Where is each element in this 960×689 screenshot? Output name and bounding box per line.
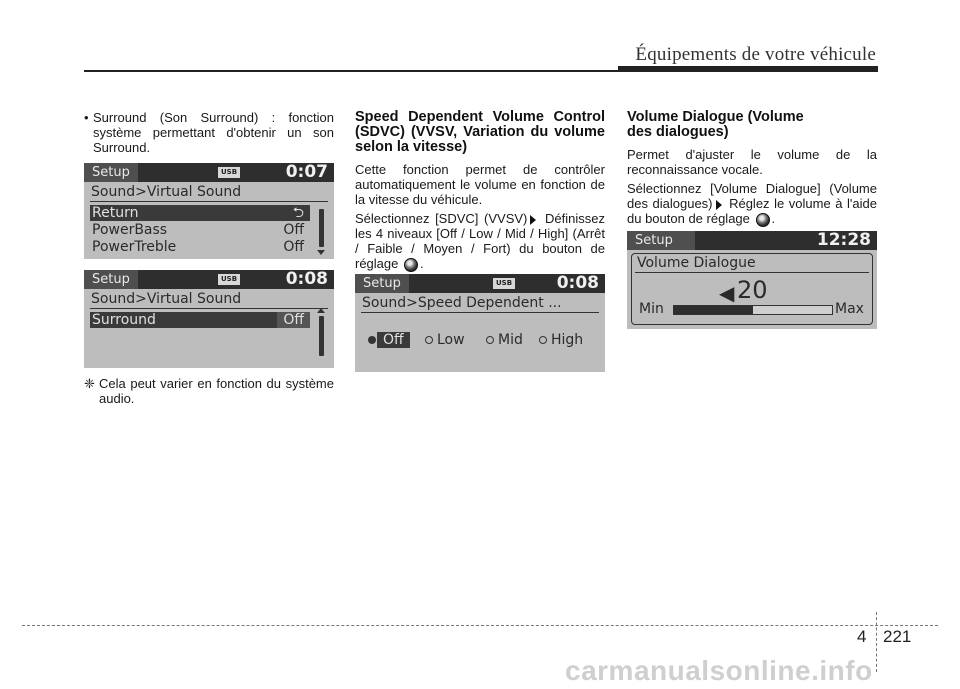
arrow-right-icon (716, 200, 722, 210)
option-high[interactable]: High (551, 332, 584, 348)
footer-divider (876, 612, 877, 672)
radio-icon (539, 336, 547, 344)
radio-icon (486, 336, 494, 344)
volume-slider-fill (674, 306, 753, 314)
volume-min-label: Min (639, 301, 664, 317)
usb-icon: USB (218, 167, 240, 178)
speaker-icon: ◀ (719, 281, 735, 305)
option-low[interactable]: Low (437, 332, 465, 348)
chapter-number: 4 (857, 627, 867, 646)
arrow-right-icon (530, 215, 536, 225)
scroll-up-icon (317, 308, 325, 313)
volume-para-1: Permet d'ajuster le volume de la reconnaissance vocale. (627, 147, 877, 177)
scroll-down-icon (317, 250, 325, 255)
scrollbar[interactable] (319, 209, 324, 247)
screen-time: 12:28 (816, 231, 871, 250)
sdvc-para-1: Cette fonction permet de contrôler automatiquement le volume en fonction de la vitesse du véhicule. (355, 162, 605, 207)
volume-para-2: Sélectionnez [Volume Dialogue] (Volume des dialogues) Réglez le volume à l'aide du bouton de réglage . (627, 181, 877, 226)
page-number: 221 (883, 627, 912, 646)
volume-value: 20 (737, 276, 768, 304)
volume-title: Volume Dialogue (637, 255, 756, 271)
screen-setup-label: Setup (84, 163, 138, 182)
screen-path: Sound>Speed Dependent ... (362, 295, 562, 311)
column-3 (627, 110, 877, 231)
column-1 (84, 110, 334, 155)
screen-path: Sound>Virtual Sound (91, 291, 242, 307)
sdvc-para-2: Sélectionnez [SDVC] (VVSV) Définissez les 4 niveaux [Off / Low / Mid / High] (Arrêt / Faible / Moyen / Fort) du bouton de réglage . (355, 211, 605, 271)
watermark: carmanualsonline.info (565, 655, 873, 686)
menu-row-powerbass[interactable]: PowerBass Off (92, 222, 304, 238)
screen-speed-dependent (355, 274, 605, 372)
surround-text: Surround (Son Surround) : fonction système permettant d'obtenir un son Surround. (93, 110, 334, 155)
audio-note: ❈ Cela peut varier en fonction du système audio. (84, 376, 334, 406)
scrollbar[interactable] (319, 316, 324, 356)
footer-rule (22, 625, 938, 626)
bullet-mark: • (84, 110, 89, 125)
page-header-title: Équipements de votre véhicule (635, 44, 876, 65)
tune-knob-icon (756, 213, 770, 227)
screen-time: 0:08 (556, 274, 599, 293)
usb-icon: USB (493, 278, 515, 289)
radio-selected-icon (368, 336, 376, 344)
screen-time: 0:07 (285, 163, 328, 182)
menu-row-return[interactable]: Return ⮌ (90, 205, 310, 221)
note-mark: ❈ (84, 376, 95, 391)
screen-virtual-sound-2 (84, 270, 334, 368)
screen-path: Sound>Virtual Sound (91, 184, 242, 200)
column-1-note (84, 376, 334, 410)
volume-max-label: Max (835, 301, 864, 317)
option-off[interactable]: Off (377, 332, 410, 348)
screen-setup-label: Setup (355, 274, 409, 293)
sdvc-heading: Speed Dependent Volume Control (SDVC) (VVSV, Variation du volume selon la vitesse) (355, 109, 605, 155)
header-rule-accent (618, 66, 878, 72)
screen-setup-label: Setup (84, 270, 138, 289)
column-2 (355, 110, 605, 276)
surround-bullet (84, 110, 334, 155)
option-mid[interactable]: Mid (498, 332, 523, 348)
screen-virtual-sound-1 (84, 163, 334, 259)
tune-knob-icon (404, 258, 418, 272)
volume-slider[interactable] (673, 305, 833, 315)
menu-row-surround[interactable]: Surround Off (90, 312, 310, 328)
menu-row-powertreble[interactable]: PowerTreble Off (92, 239, 304, 255)
screen-time: 0:08 (285, 270, 328, 289)
screen-setup-label: Setup (627, 231, 695, 250)
radio-icon (425, 336, 433, 344)
screen-volume-dialogue (627, 231, 877, 329)
usb-icon: USB (218, 274, 240, 285)
volume-dialogue-heading: Volume Dialogue (Volume des dialogues) (627, 109, 804, 140)
return-icon: ⮌ (292, 205, 304, 221)
